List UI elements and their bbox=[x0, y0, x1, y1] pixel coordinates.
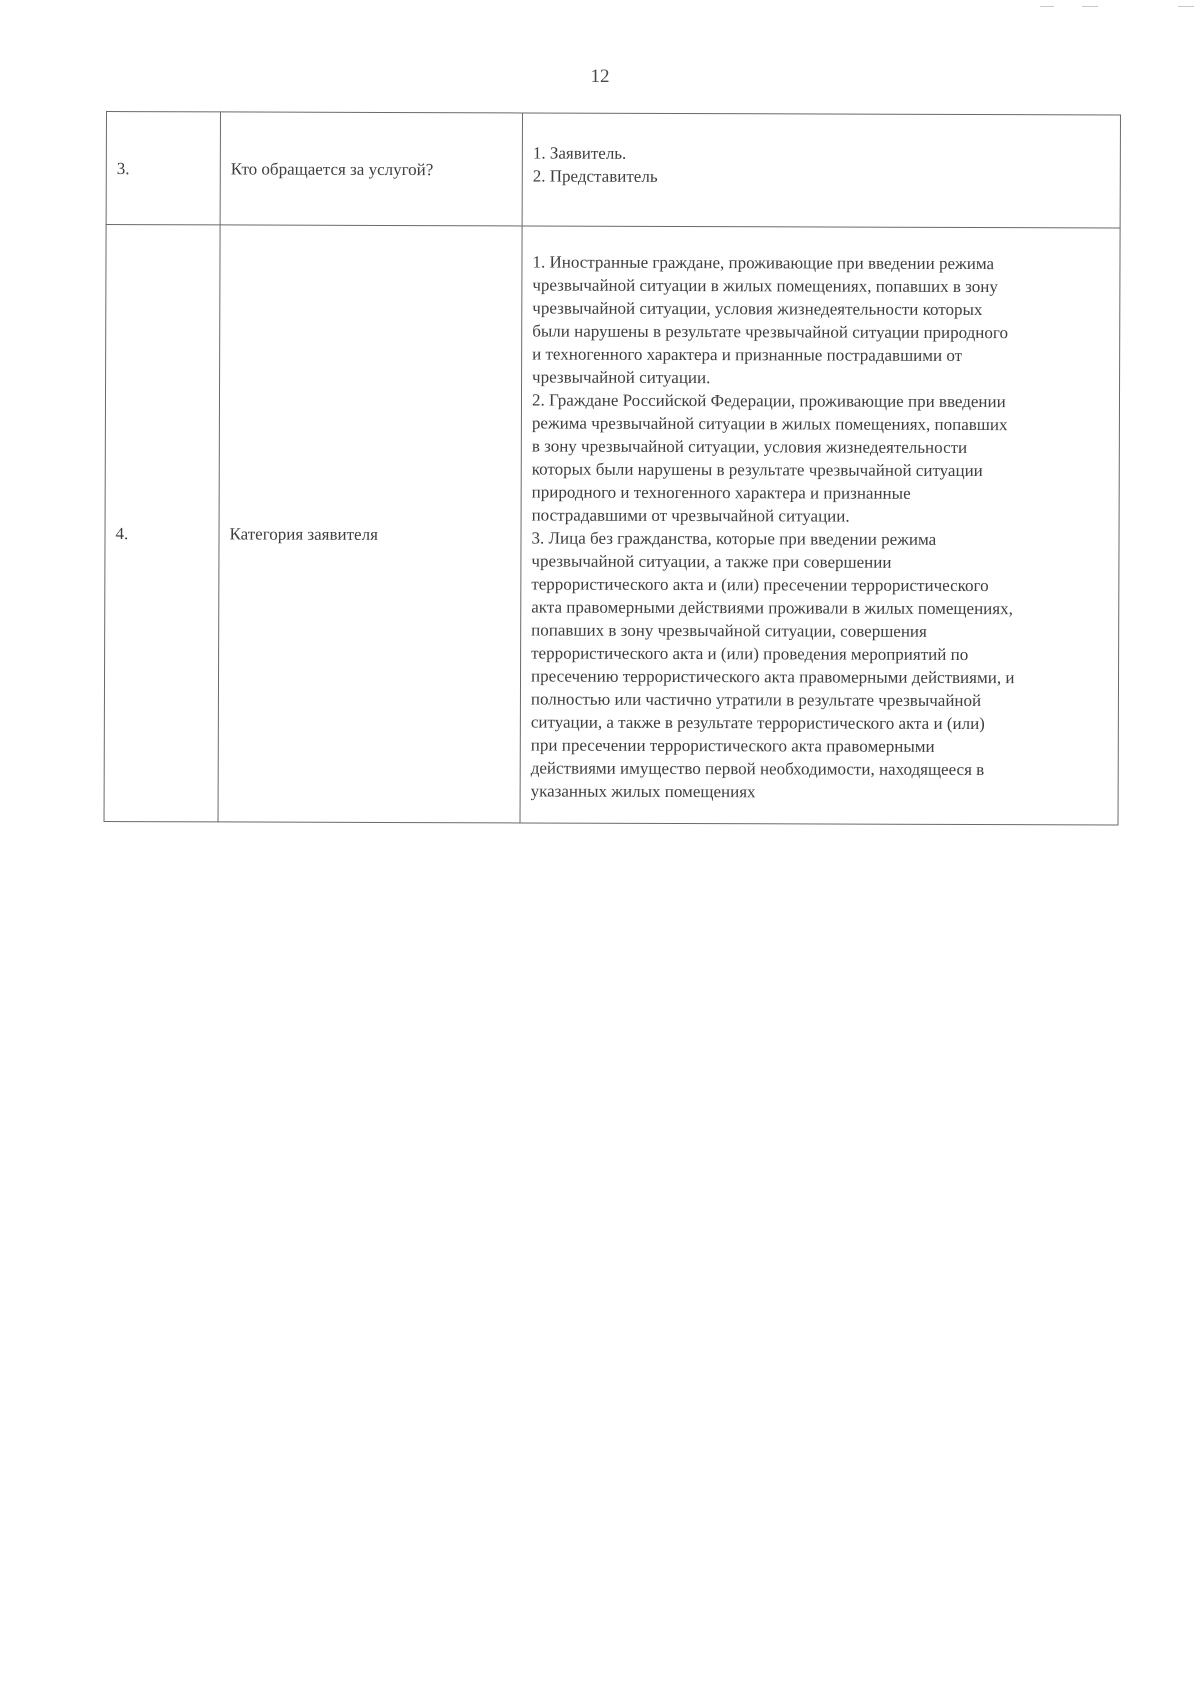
value-line: пострадавшими от чрезвычайной ситуации. bbox=[531, 505, 850, 526]
value-line: 2. Граждане Российской Федерации, проживающие при введении bbox=[531, 390, 1006, 412]
row-number: 4. bbox=[104, 225, 220, 822]
value-line: террористического акта и (или) проведения мероприятий по bbox=[531, 643, 969, 665]
row-number: 3. bbox=[106, 112, 220, 225]
row-value bbox=[520, 226, 1120, 825]
value-line: чрезвычайной ситуации, а также при совершении bbox=[531, 551, 892, 572]
table-row bbox=[106, 112, 1120, 229]
value-line: чрезвычайной ситуации, условия жизнедеятельности которых bbox=[532, 298, 983, 320]
value-line: указанных жилых помещениях bbox=[530, 781, 756, 802]
row-label: Категория заявителя bbox=[218, 225, 522, 823]
value-line: пресечению террористического акта правомерными действиями, и bbox=[530, 666, 1015, 688]
value-line: чрезвычайной ситуации. bbox=[532, 367, 711, 388]
value-line: акта правомерными действиями проживали в жилых помещениях, bbox=[531, 597, 1013, 619]
value-line: ситуации, а также в результате террористического акта и (или) bbox=[530, 712, 985, 734]
value-line: 2. Представитель bbox=[532, 166, 658, 186]
value-line: в зону чрезвычайной ситуации, условия жизнедеятельности bbox=[531, 436, 968, 458]
scan-mark bbox=[1082, 6, 1098, 7]
value-line: чрезвычайной ситуации в жилых помещениях, попавших в зону bbox=[532, 275, 998, 297]
scan-mark bbox=[1178, 6, 1194, 7]
value-line: которых были нарушены в результате чрезвычайной ситуации bbox=[531, 459, 983, 481]
row-label: Кто обращается за услугой? bbox=[220, 112, 522, 226]
row-value bbox=[522, 113, 1120, 228]
value-line: при пресечении террористического акта правомерными bbox=[530, 735, 935, 756]
value-line: полностью или частично утратили в результате чрезвычайной bbox=[530, 689, 982, 711]
table-row bbox=[104, 225, 1120, 826]
scan-mark bbox=[1040, 6, 1054, 7]
value-line: террористического акта и (или) пресечении террористического bbox=[531, 574, 989, 596]
value-line: действиями имущество первой необходимости, находящееся в bbox=[530, 758, 985, 780]
value-line: были нарушены в результате чрезвычайной ситуации природного bbox=[532, 321, 1009, 343]
page-number: 12 bbox=[590, 66, 610, 87]
value-line: попавших в зону чрезвычайной ситуации, совершения bbox=[531, 620, 927, 641]
value-line: природного и техногенного характера и признанные bbox=[531, 482, 911, 503]
value-line: режима чрезвычайной ситуации в жилых помещениях, попавших bbox=[531, 413, 1008, 435]
value-line: 1. Заявитель. bbox=[532, 143, 627, 163]
value-line: и техногенного характера и признанные пострадавшими от bbox=[532, 344, 963, 365]
value-line: 1. Иностранные граждане, проживающие при введении режима bbox=[532, 252, 995, 274]
service-table bbox=[104, 111, 1121, 826]
value-line: 3. Лица без гражданства, которые при введении режима bbox=[531, 528, 937, 549]
